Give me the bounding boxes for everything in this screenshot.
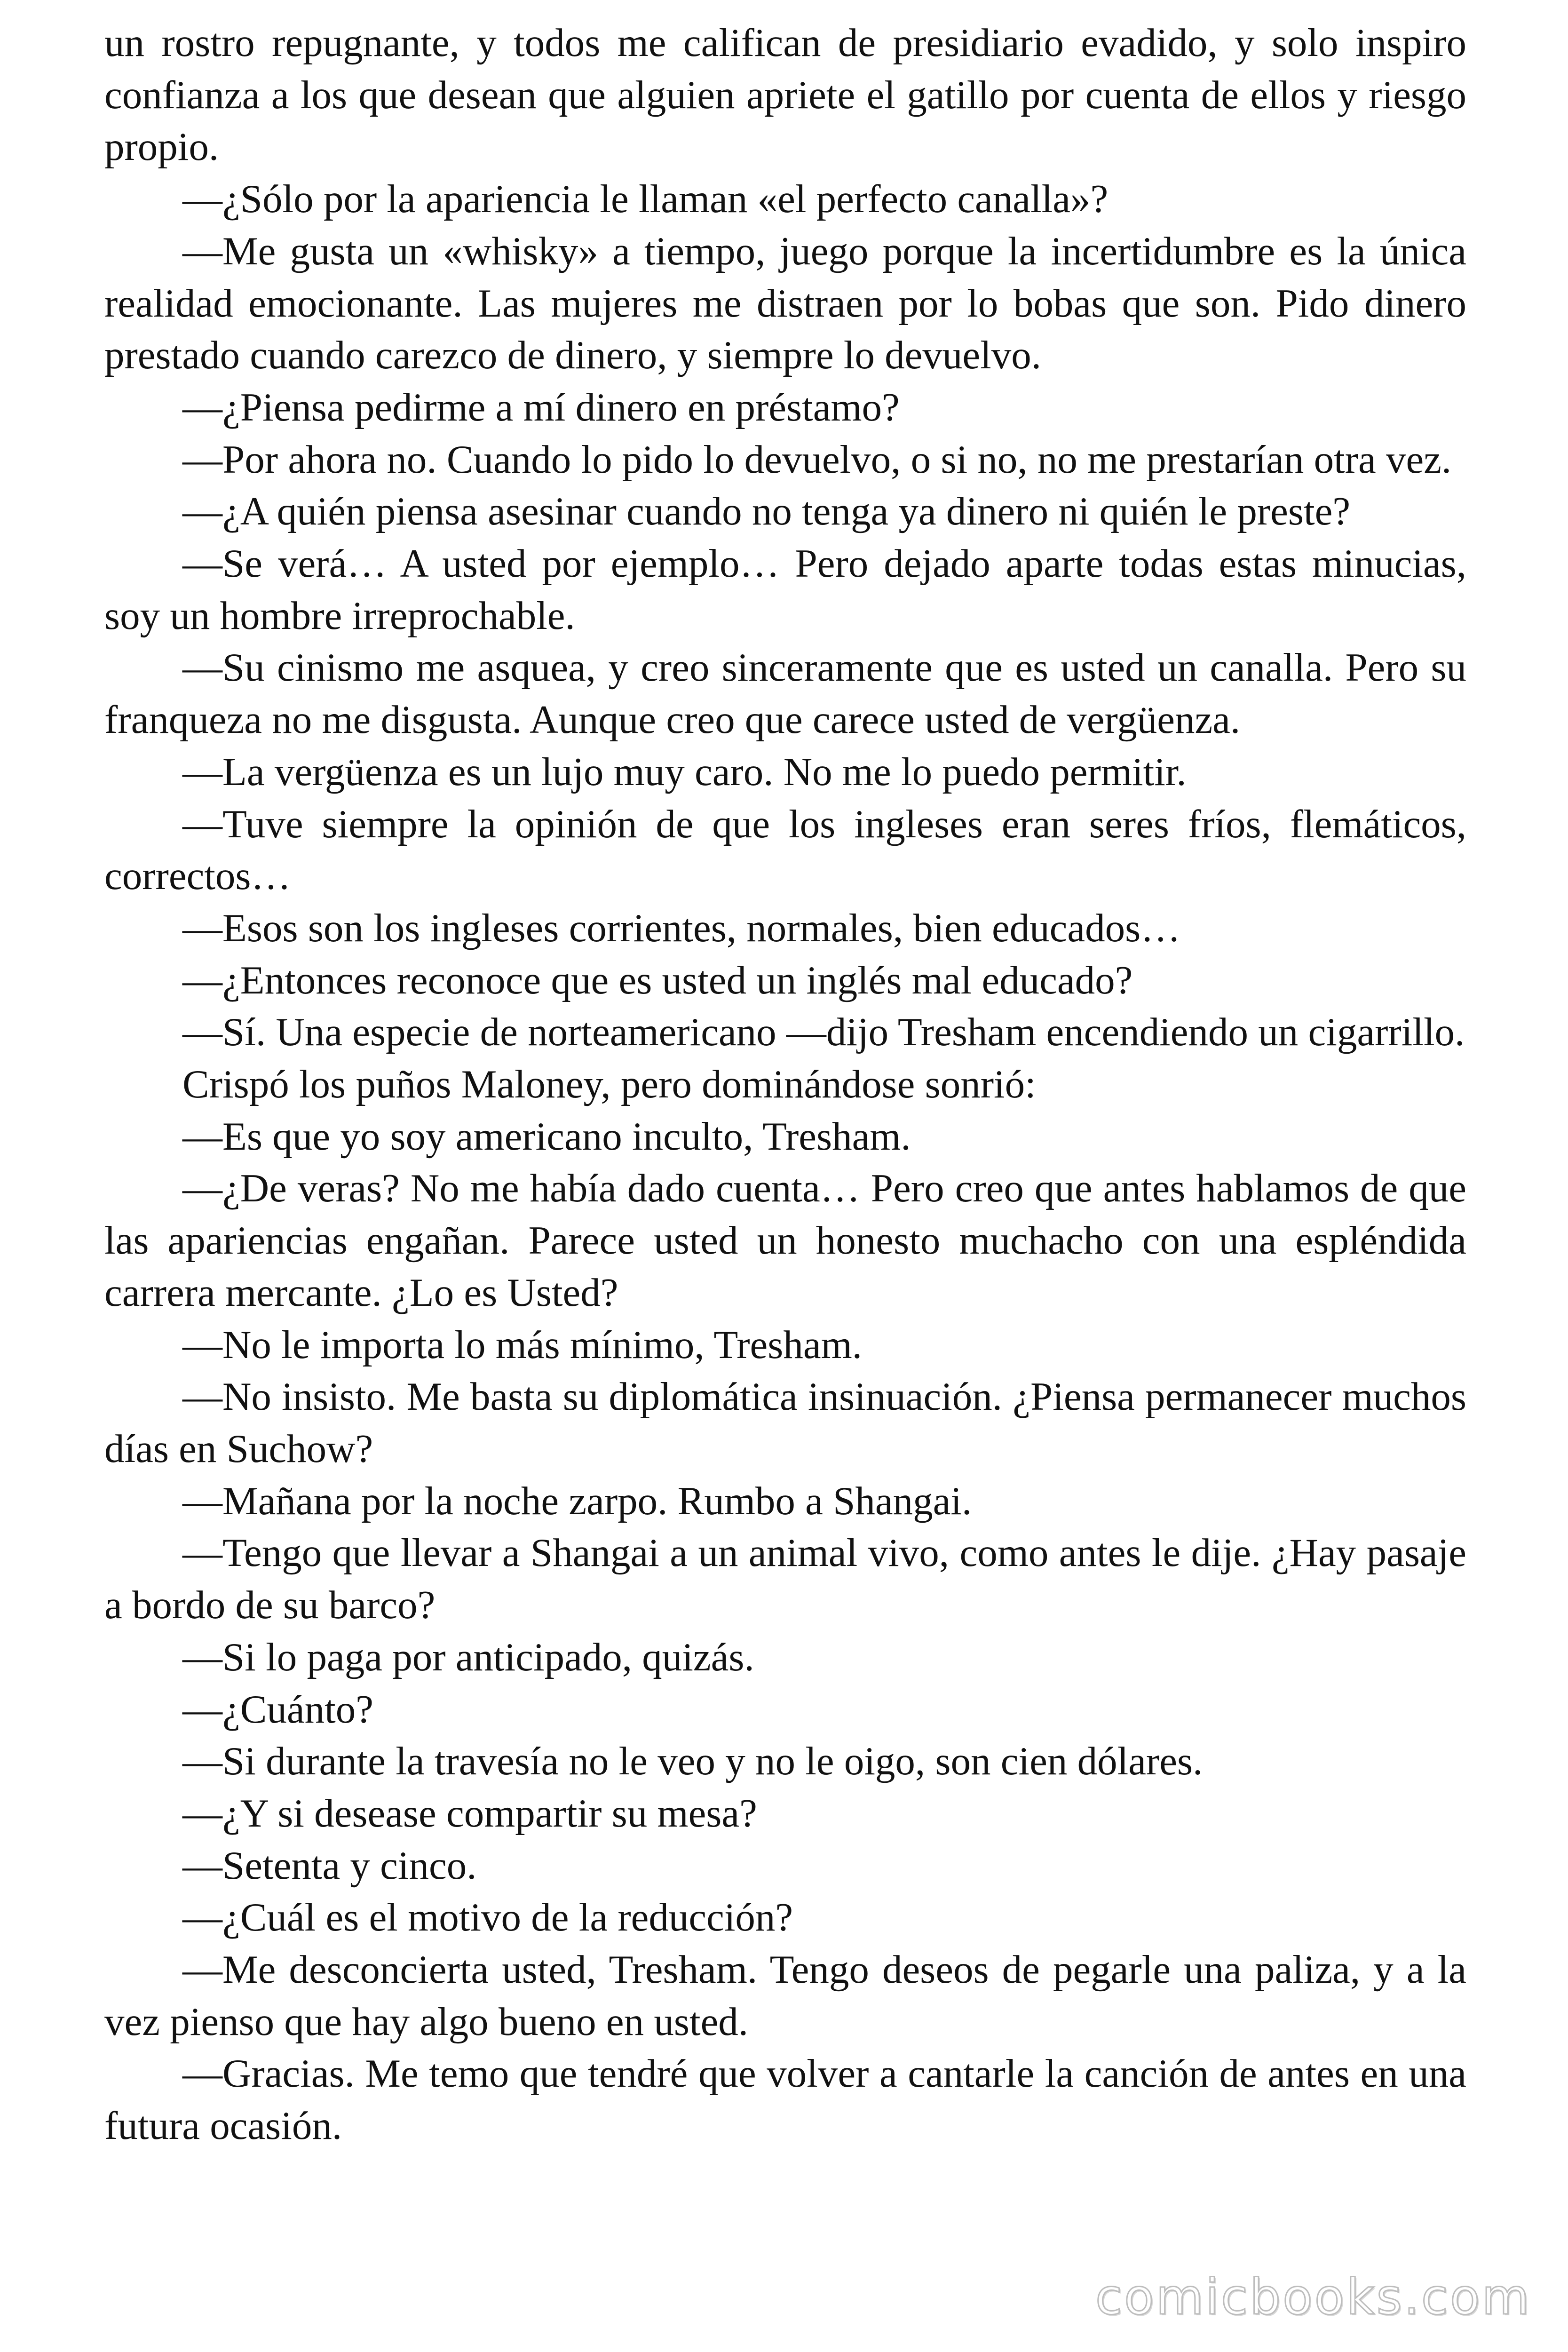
paragraph: —Esos son los ingleses corrientes, normales, bien educados… xyxy=(182,906,1181,950)
paragraph: —Mañana por la noche zarpo. Rumbo a Shangai. xyxy=(182,1478,972,1523)
paragraph: —No le importa lo más mínimo, Tresham. xyxy=(182,1322,862,1367)
paragraph: —¿Y si desease compartir su mesa? xyxy=(182,1791,757,1836)
paragraph: —¿Piensa pedirme a mí dinero en préstamo? xyxy=(182,385,900,429)
paragraph: —Su cinismo me asquea, y creo sinceramente que es usted un canalla. Pero su franqueza no me disgusta. Aunque creo que carece usted de vergüenza. xyxy=(104,645,1466,742)
paragraph: —¿A quién piensa asesinar cuando no tenga ya dinero ni quién le preste? xyxy=(182,489,1351,534)
paragraph: —Tuve siempre la opinión de que los ingleses eran seres fríos, flemáticos, correctos… xyxy=(104,802,1466,898)
paragraph: —¿Cuánto? xyxy=(182,1687,373,1732)
paragraph: Crispó los puños Maloney, pero dominándose sonrió: xyxy=(182,1062,1036,1107)
paragraph: —La vergüenza es un lujo muy caro. No me lo puedo permitir. xyxy=(182,749,1187,794)
paragraph: —Tengo que llevar a Shangai a un animal vivo, como antes le dije. ¿Hay pasaje a bordo de su barco? xyxy=(104,1531,1466,1628)
paragraph: —Se verá… A usted por ejemplo… Pero dejado aparte todas estas minucias, soy un hombre irreprochable. xyxy=(104,541,1466,638)
watermark: comicbooks.com xyxy=(1095,2268,1531,2326)
paragraph: —No insisto. Me basta su diplomática insinuación. ¿Piensa permanecer muchos días en Suchow? xyxy=(104,1375,1466,1471)
paragraph: —Por ahora no. Cuando lo pido lo devuelvo, o si no, no me prestarían otra vez. xyxy=(182,437,1452,482)
paragraph: —¿Cuál es el motivo de la reducción? xyxy=(182,1895,793,1940)
paragraph: —¿De veras? No me había dado cuenta… Pero creo que antes hablamos de que las apariencias engañan. Parece usted un honesto muchacho con una espléndida carrera mercante. ¿Lo es Usted? xyxy=(104,1166,1466,1315)
paragraph: —Setenta y cinco. xyxy=(182,1843,477,1888)
paragraph: —Es que yo soy americano inculto, Tresham. xyxy=(182,1114,911,1159)
paragraph: —¿Entonces reconoce que es usted un inglés mal educado? xyxy=(182,958,1133,1002)
paragraph: —Si lo paga por anticipado, quizás. xyxy=(182,1635,754,1679)
paragraph: —Si durante la travesía no le veo y no le oigo, son cien dólares. xyxy=(182,1739,1203,1784)
paragraph: —Sí. Una especie de norteamericano —dijo Tresham encendiendo un cigarrillo. xyxy=(182,1010,1465,1055)
page-body xyxy=(104,17,1466,2303)
paragraph: —Me desconcierta usted, Tresham. Tengo deseos de pegarle una paliza, y a la vez pienso que hay algo bueno en usted. xyxy=(104,1947,1466,2044)
paragraph: —Me gusta un «whisky» a tiempo, juego porque la incertidumbre es la única realidad emocionante. Las mujeres me distraen por lo bobas que son. Pido dinero prestado cuando carezco de dinero, y siempre lo devuelvo. xyxy=(104,229,1466,378)
paragraph: un rostro repugnante, y todos me califican de presidiario evadido, y solo inspiro confianza a los que desean que alguien apriete el gatillo por cuenta de ellos y riesgo propio. xyxy=(104,21,1466,169)
paragraph: —Gracias. Me temo que tendré que volver a cantarle la canción de antes en una futura ocasión. xyxy=(104,2051,1466,2148)
paragraph: —¿Sólo por la apariencia le llaman «el perfecto canalla»? xyxy=(182,177,1109,222)
